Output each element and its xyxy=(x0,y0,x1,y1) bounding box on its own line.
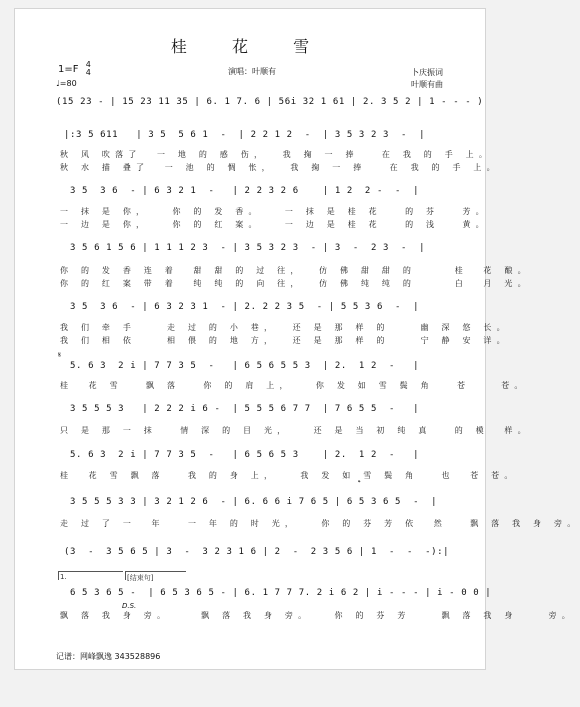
lyric-line: 我 们 牵 手 走 过 的 小 巷， 还 是 那 样 的 幽 深 悠 长。 xyxy=(60,323,510,332)
score-row xyxy=(56,130,461,143)
intro-notes: (15 23 - | 15 23 11 35 | 6. 1 7. 6 | 56i 32 1 61 | 2. 3 5 2 | 1 - - - ) xyxy=(56,97,484,107)
lyricist-credit: 卜庆振词 xyxy=(411,68,443,77)
score-row xyxy=(56,588,492,601)
time-bottom: 4 xyxy=(85,68,91,77)
lyric-line: 飘 落 我 身 旁。 飘 落 我 身 旁。 你 的 芬 芳 飘 落 我 身 旁。 xyxy=(60,611,575,620)
ending-1-label: 1. xyxy=(60,573,67,581)
lyric-line: 秋 水 描 叠了 一 池 的 惆 怅， 我 掬 一 捧 在 我 的 手 上。 xyxy=(60,163,500,172)
segno-mark: 𝄋 xyxy=(58,351,62,359)
score-notes: 3 5 3 6 - | 6 3 2 3 1 - | 2. 2 2 3 5 - | 5 5 3 6 - | xyxy=(64,302,420,312)
tempo-mark: ♩=80 xyxy=(56,79,77,88)
lyric-line: 走 过 了 一 年 一 年 的 时 光， 你 的 芬 芳 依 然 飘 落 我 身 旁。 xyxy=(60,519,580,528)
lyric-line: 秋 风 吹落了 一 地 的 感 伤， 我 掬 一 捧 在 我 的 手 上。 xyxy=(60,150,493,159)
lyric-line: 桂 花 雪 飘 落 你 的 肩 上， 你 发 如 雪 鬓 角 苍 苍。 xyxy=(60,381,528,390)
score-row xyxy=(56,186,461,199)
score-notes: 5. 6 3 2 i | 7 7 3 5 - | 6 5 6 5 5 3 | 2. 1 2 - | xyxy=(64,361,420,371)
time-signature xyxy=(86,61,91,77)
lyric-line: 只 是 那 一 抹 情 深 的 目 光， 还 是 当 初 纯 真 的 模 样。 xyxy=(60,426,531,435)
lyric-line: 你 的 红 案 带 着 纯 纯 的 向 往， 仿 佛 纯 纯 的 白 月 光。 xyxy=(60,279,531,288)
transcriber-credit: 记谱：网峰飘逸 343528896 xyxy=(56,652,161,661)
score-notes: 5. 6 3 2 i | 7 7 3 5 - | 6 5 6 5 3 | 2. 1 2 - | xyxy=(64,450,420,460)
key-signature xyxy=(58,61,91,77)
score-notes: (3 - 3 5 6 5 | 3 - 3 2 3 1 6 | 2 - 2 3 5 6 | 1 - - -):| xyxy=(64,547,450,557)
score-notes: 3 5 5 5 3 | 2 2 2 i 6 - | 5 5 5 6 7 7 | 7 6 5 5 - | xyxy=(64,404,420,414)
singer-credit: 演唱：叶顺有 xyxy=(228,67,276,76)
intro-line xyxy=(56,97,484,110)
score-row xyxy=(56,243,461,256)
ds-mark: D.S. xyxy=(122,602,137,610)
ending-2-label: [结束句] xyxy=(127,574,154,582)
song-title: 桂 花 雪 xyxy=(170,37,330,56)
ending-bracket-1 xyxy=(58,571,123,580)
score-row xyxy=(56,302,461,315)
score-row xyxy=(56,547,461,560)
score-notes: |:3 5 611 | 3 5 5 6 1 - | 2 2 1 2 - | 3 5 3 2 3 - | xyxy=(64,130,426,140)
time-top: 4 xyxy=(85,60,91,69)
lyric-line: 一 抹 是 你， 你 的 发 香。 一 抹 是 桂 花 的 芬 芳。 xyxy=(60,207,489,216)
lyric-line: 桂 花 雪 飘 落 我 的 身 上， 我 发 如 雪 鬓 角 也 苍 苍。 xyxy=(60,471,518,480)
lyric-line: 一 边 是 你， 你 的 红 案。 一 边 是 桂 花 的 浅 黄。 xyxy=(60,220,489,229)
score-row xyxy=(56,404,461,417)
score-notes: 6 5 3 6 5 - | 6 5 3 6 5 - | 6. 1 7 7 7. 2 i 6 2 | i - - - | i - 0 0 | xyxy=(64,588,492,598)
score-notes: 3 5 3 6 - | 6 3 2 1 - | 2 2 3 2 6 | 1 2 2 - - | xyxy=(64,186,420,196)
key-label: 1=F xyxy=(58,64,79,75)
author-credits xyxy=(411,67,443,91)
score-row xyxy=(56,497,461,510)
lyric-line: 我 们 相 依 相 偎 的 地 方， 还 是 那 样 的 宁 静 安 详。 xyxy=(60,336,510,345)
score-row xyxy=(56,361,461,374)
composer-credit: 叶顺有曲 xyxy=(411,80,443,89)
score-notes: 3 5 5 5 3 3 | 3 2 1 2 6 - | 6. 6 6 i 7 6 5 | 6 5 3 6 5 - | xyxy=(64,497,438,507)
score-row xyxy=(56,450,461,463)
lyric-line: 你 的 发 香 连 着 甜 甜 的 过 往， 仿 佛 甜 甜 的 桂 花 酿。 xyxy=(60,266,531,275)
score-notes: 3 5 6 1 5 6 | 1 1 1 2 3 - | 3 5 3 2 3 - | 3 - 2 3 - | xyxy=(64,243,426,253)
coda-mark: 𝄌 xyxy=(358,479,361,487)
